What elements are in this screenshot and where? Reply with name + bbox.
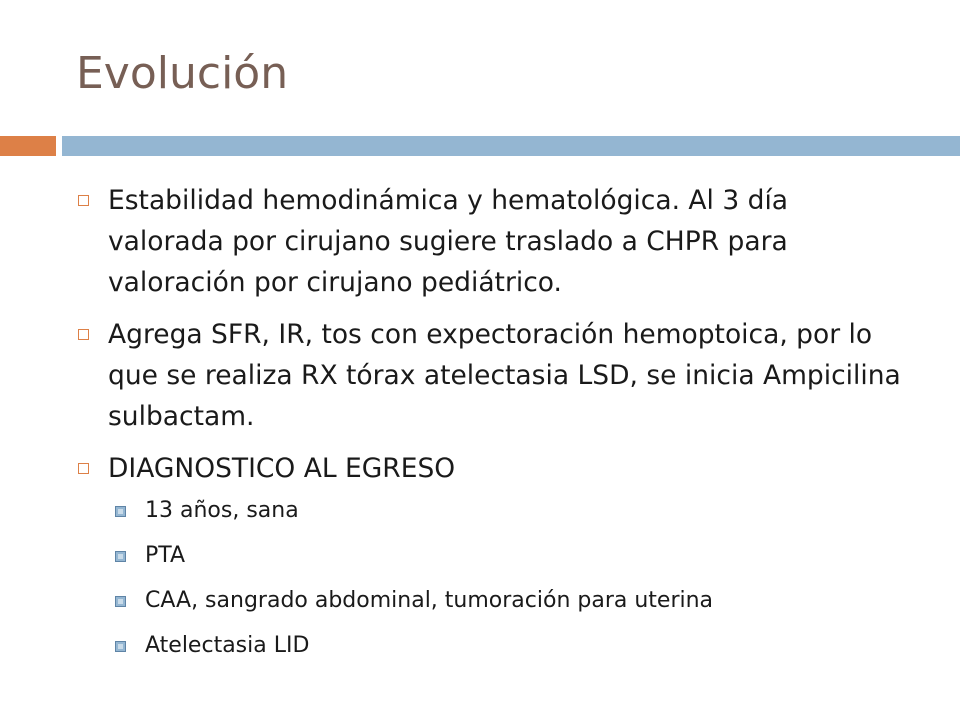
bullet-text: DIAGNOSTICO AL EGRESO xyxy=(108,453,456,484)
filled-square-bullet-icon xyxy=(115,596,126,607)
title-rule-accent xyxy=(0,136,56,156)
sub-bullet-text: Atelectasia LID xyxy=(145,633,310,658)
bullet-text: Estabilidad hemodinámica y hematológica. Al 3 día valorada por cirujano sugiere traslado a CHPR para valoración por cirujano pediátrico. xyxy=(108,185,789,298)
hollow-square-bullet-icon xyxy=(78,463,89,474)
slide-content xyxy=(76,180,906,678)
bullet-item xyxy=(76,180,906,303)
filled-square-bullet-icon xyxy=(115,506,126,517)
sub-bullet-list xyxy=(76,498,906,659)
bullet-item xyxy=(76,448,906,489)
sub-bullet-item xyxy=(76,633,906,659)
sub-bullet-item xyxy=(76,588,906,614)
slide-title: Evolución xyxy=(76,48,289,99)
title-rule xyxy=(62,136,960,156)
sub-bullet-item xyxy=(76,498,906,524)
hollow-square-bullet-icon xyxy=(78,329,89,340)
bullet-item xyxy=(76,314,906,437)
filled-square-bullet-icon xyxy=(115,641,126,652)
filled-square-bullet-icon xyxy=(115,551,126,562)
hollow-square-bullet-icon xyxy=(78,195,89,206)
sub-bullet-text: PTA xyxy=(145,543,186,568)
sub-bullet-text: CAA, sangrado abdominal, tumoración para uterina xyxy=(145,588,714,613)
bullet-text: Agrega SFR, IR, tos con expectoración hemoptoica, por lo que se realiza RX tórax atelectasia LSD, se inicia Ampicilina sulbactam. xyxy=(108,319,901,432)
sub-bullet-text: 13 años, sana xyxy=(145,498,299,523)
sub-bullet-item xyxy=(76,543,906,569)
